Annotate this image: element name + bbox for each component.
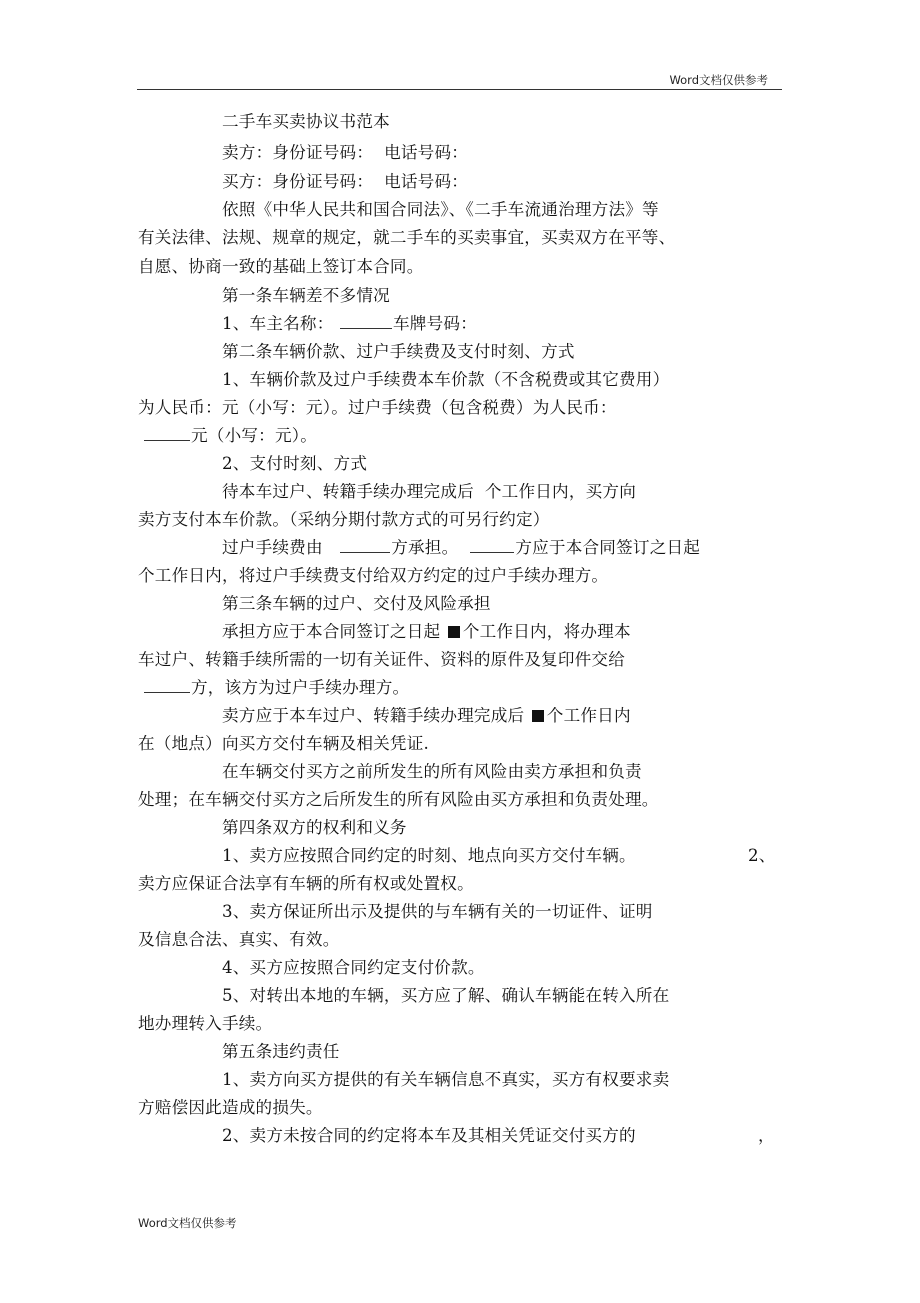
transfer-fee-suffix: 方应于本合同签订之日起	[515, 538, 701, 557]
article-2-item-1-line-1: 1、车辆价款及过户手续费本车价款（不含税费或其它费用）	[222, 370, 670, 389]
fee-amount-text: 元（小写：元）。	[191, 426, 318, 445]
transfer-fee-line-2: 个工作日内，将过户手续费支付给双方约定的过户手续办理方。	[138, 566, 609, 585]
preamble-line-2: 有关法律、法规、规章的规定，就二手车的买卖事宜，买卖双方在平等、	[138, 228, 676, 247]
transfer-fee-prefix: 过户手续费由	[222, 538, 323, 557]
article-2-item-2: 2、支付时刻、方式	[222, 454, 368, 473]
article-4-item-3-line-1: 3、卖方保证所出示及提供的与车辆有关的一切证件、证明	[222, 902, 653, 921]
article-5-item-1-line-1: 1、卖方向买方提供的有关车辆信息不真实，买方有权要求卖	[222, 1070, 670, 1089]
page-header: Word文档仅供参考	[669, 73, 768, 87]
plate-number-label: 车牌号码：	[393, 314, 477, 333]
article-3-para-2-line-2: 在（地点）向买方交付车辆及相关凭证.	[138, 734, 429, 753]
article-3-heading: 第三条车辆的过户、交付及风险承担	[222, 594, 491, 613]
article-5-heading: 第五条违约责任	[222, 1042, 340, 1061]
doc-title: 二手车买卖协议书范本	[222, 112, 390, 131]
blank-line	[470, 538, 514, 553]
article-3-para-2-line-1	[222, 705, 631, 727]
filled-square-mark	[532, 710, 544, 722]
blank-line	[144, 426, 190, 441]
buyer-info-line: 买方：身份证号码： 电话号码：	[222, 172, 469, 191]
article-4-item-4: 4、买方应按照合同约定支付价款。	[222, 958, 485, 977]
header-divider	[137, 89, 782, 90]
transfer-fee-line-1	[222, 537, 700, 559]
article-3-text-b: 个工作日内，将办理本	[462, 622, 631, 641]
delivery-text-b: 个工作日内	[546, 706, 631, 725]
article-5-item-1-line-2: 方赔偿因此造成的损失。	[138, 1098, 323, 1117]
blank-line	[340, 314, 392, 329]
article-2-heading: 第二条车辆价款、过户手续费及支付时刻、方式	[222, 342, 575, 361]
article-1-item-1	[222, 313, 477, 335]
risk-line-2: 处理；在车辆交付买方之后所发生的所有风险由买方承担和负责处理。	[138, 790, 659, 809]
page-footer: Word文档仅供参考	[138, 1216, 237, 1230]
handler-text: 方，该方为过户手续办理方。	[191, 678, 410, 697]
article-4-item-3-line-2: 及信息合法、真实、有效。	[138, 930, 340, 949]
delivery-text-a: 卖方应于本车过户、转籍手续办理完成后	[222, 706, 525, 725]
blank-line	[144, 678, 190, 693]
payment-line-2: 卖方支付本车价款。（采纳分期付款方式的可另行约定）	[138, 510, 550, 529]
owner-name-label: 1、车主名称：	[222, 314, 334, 333]
seller-info-line: 卖方：身份证号码： 电话号码：	[222, 143, 469, 162]
article-3-para-1-line-1	[222, 621, 631, 643]
blank-line	[340, 538, 390, 553]
article-3-para-1-line-3	[143, 677, 409, 699]
article-2-item-1-line-3	[143, 425, 317, 447]
transfer-fee-party: 方承担。	[391, 538, 459, 557]
preamble-line-1: 依照《中华人民共和国合同法》、《二手车流通治理方法》等	[222, 200, 659, 219]
article-4-item-5-line-2: 地办理转入手续。	[138, 1014, 273, 1033]
article-3-para-1-line-2: 车过户、转籍手续所需的一切有关证件、资料的原件及复印件交给	[138, 650, 626, 669]
article-5-item-2-line-1: 2、卖方未按合同的约定将本车及其相关凭证交付买方的	[222, 1126, 636, 1145]
payment-line-1: 待本车过户、转籍手续办理完成后 个工作日内，买方向	[222, 482, 636, 501]
article-1-heading: 第一条车辆差不多情况	[222, 286, 390, 305]
article-5-item-2-comma: ，	[758, 1126, 775, 1145]
preamble-line-3: 自愿、协商一致的基础上签订本合同。	[138, 257, 424, 276]
article-4-item-1: 1、卖方应按照合同约定的时刻、地点向买方交付车辆。	[222, 846, 636, 865]
article-3-text-a: 承担方应于本合同签订之日起	[222, 622, 441, 641]
filled-square-mark	[448, 626, 460, 638]
article-4-heading: 第四条双方的权利和义务	[222, 818, 407, 837]
article-4-item-5-line-1: 5、对转出本地的车辆，买方应了解、确认车辆能在转入所在	[222, 986, 670, 1005]
article-4-item-2-number: 2、	[748, 846, 776, 865]
article-4-item-2: 卖方应保证合法享有车辆的所有权或处置权。	[138, 874, 474, 893]
risk-line-1: 在车辆交付买方之前所发生的所有风险由卖方承担和负责	[222, 762, 642, 781]
article-2-item-1-line-2: 为人民币：元（小写：元）。过户手续费（包含税费）为人民币：	[138, 398, 617, 417]
